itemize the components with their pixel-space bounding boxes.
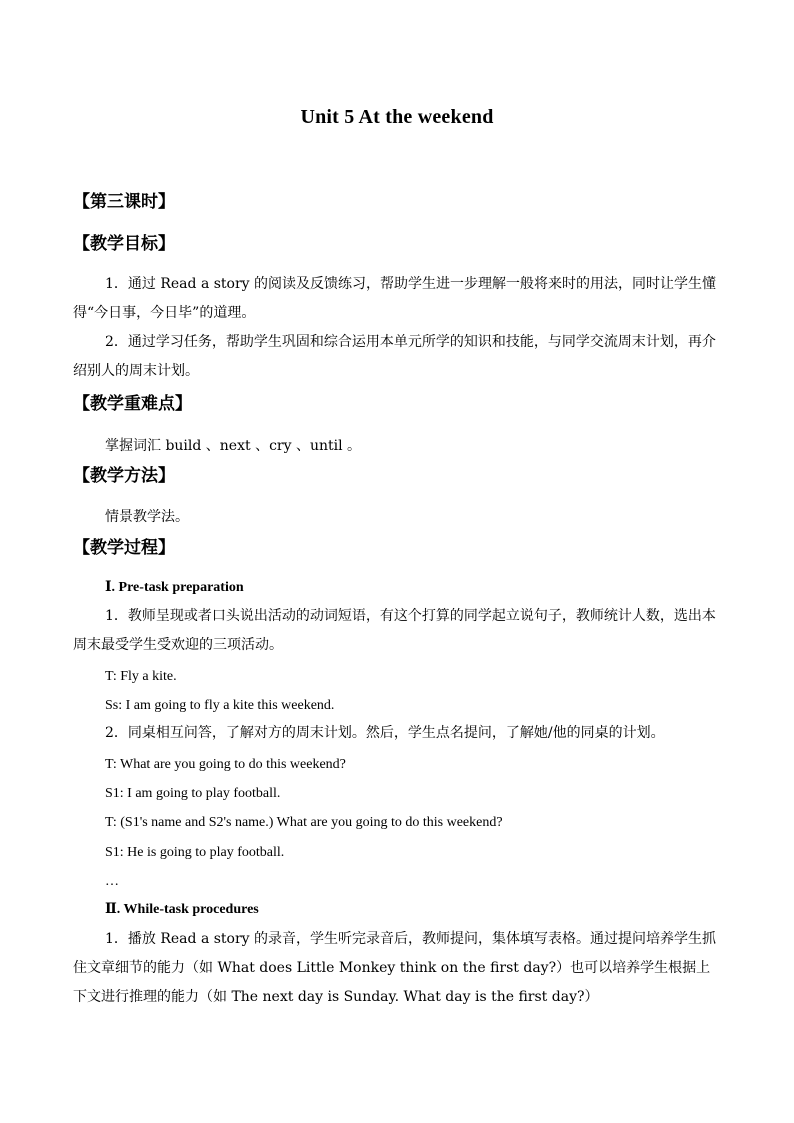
dialogue-line: S1: He is going to play football.: [105, 845, 285, 860]
pre-task-step-1: 1．教师呈现或者口头说出活动的动词短语，有这个打算的同学起立说句子，教师统计人数，选出本周末最受学生受欢迎的三项活动。: [73, 608, 716, 653]
pre-task-step-2: 2．同桌相互问答，了解对方的周末计划。然后，学生点名提问，了解她/他的同桌的计划。: [105, 725, 665, 741]
lesson-label: 【第三课时】: [73, 192, 175, 212]
objectives-heading: 【教学目标】: [73, 234, 175, 254]
methods-heading: 【教学方法】: [73, 466, 175, 486]
dialogue-line: S1: I am going to play football.: [105, 786, 281, 801]
key-points-heading: 【教学重难点】: [73, 394, 192, 414]
dialogue-line: T: Fly a kite.: [105, 669, 177, 684]
dialogue-line: T: (S1's name and S2's name.) What are you going to do this weekend?: [105, 815, 503, 830]
while-task-title: Ⅱ. While-task procedures: [105, 902, 259, 917]
process-heading: 【教学过程】: [73, 538, 175, 558]
objective-item-2: 2．通过学习任务，帮助学生巩固和综合运用本单元所学的知识和技能，与同学交流周末计划，再介绍别人的周末计划。: [73, 334, 716, 379]
dialogue-line: Ss: I am going to fly a kite this weekend.: [105, 698, 335, 713]
objective-item-1: 1．通过 Read a story 的阅读及反馈练习，帮助学生进一步理解一般将来时的用法，同时让学生懂得“今日事，今日毕”的道理。: [73, 276, 717, 321]
pre-task-title: Ⅰ. Pre-task preparation: [105, 580, 244, 595]
key-points-text: 掌握词汇 build 、next 、cry 、until 。: [105, 438, 362, 454]
document-title: Unit 5 At the weekend: [300, 106, 494, 128]
while-task-step-1: 1．播放 Read a story 的录音，学生听完录音后，教师提问，集体填写表格。通过提问培养学生抓住文章细节的能力（如 What does Little Monkey think on the first day?）也可以培养学生根据上下文进行推理的能力（如 The next day is Sunday. What day is the first day?）: [73, 931, 717, 1005]
dialogue-line: T: What are you going to do this weekend?: [105, 757, 346, 772]
methods-text: 情景教学法。: [105, 509, 189, 525]
ellipsis-line: …: [105, 874, 119, 889]
